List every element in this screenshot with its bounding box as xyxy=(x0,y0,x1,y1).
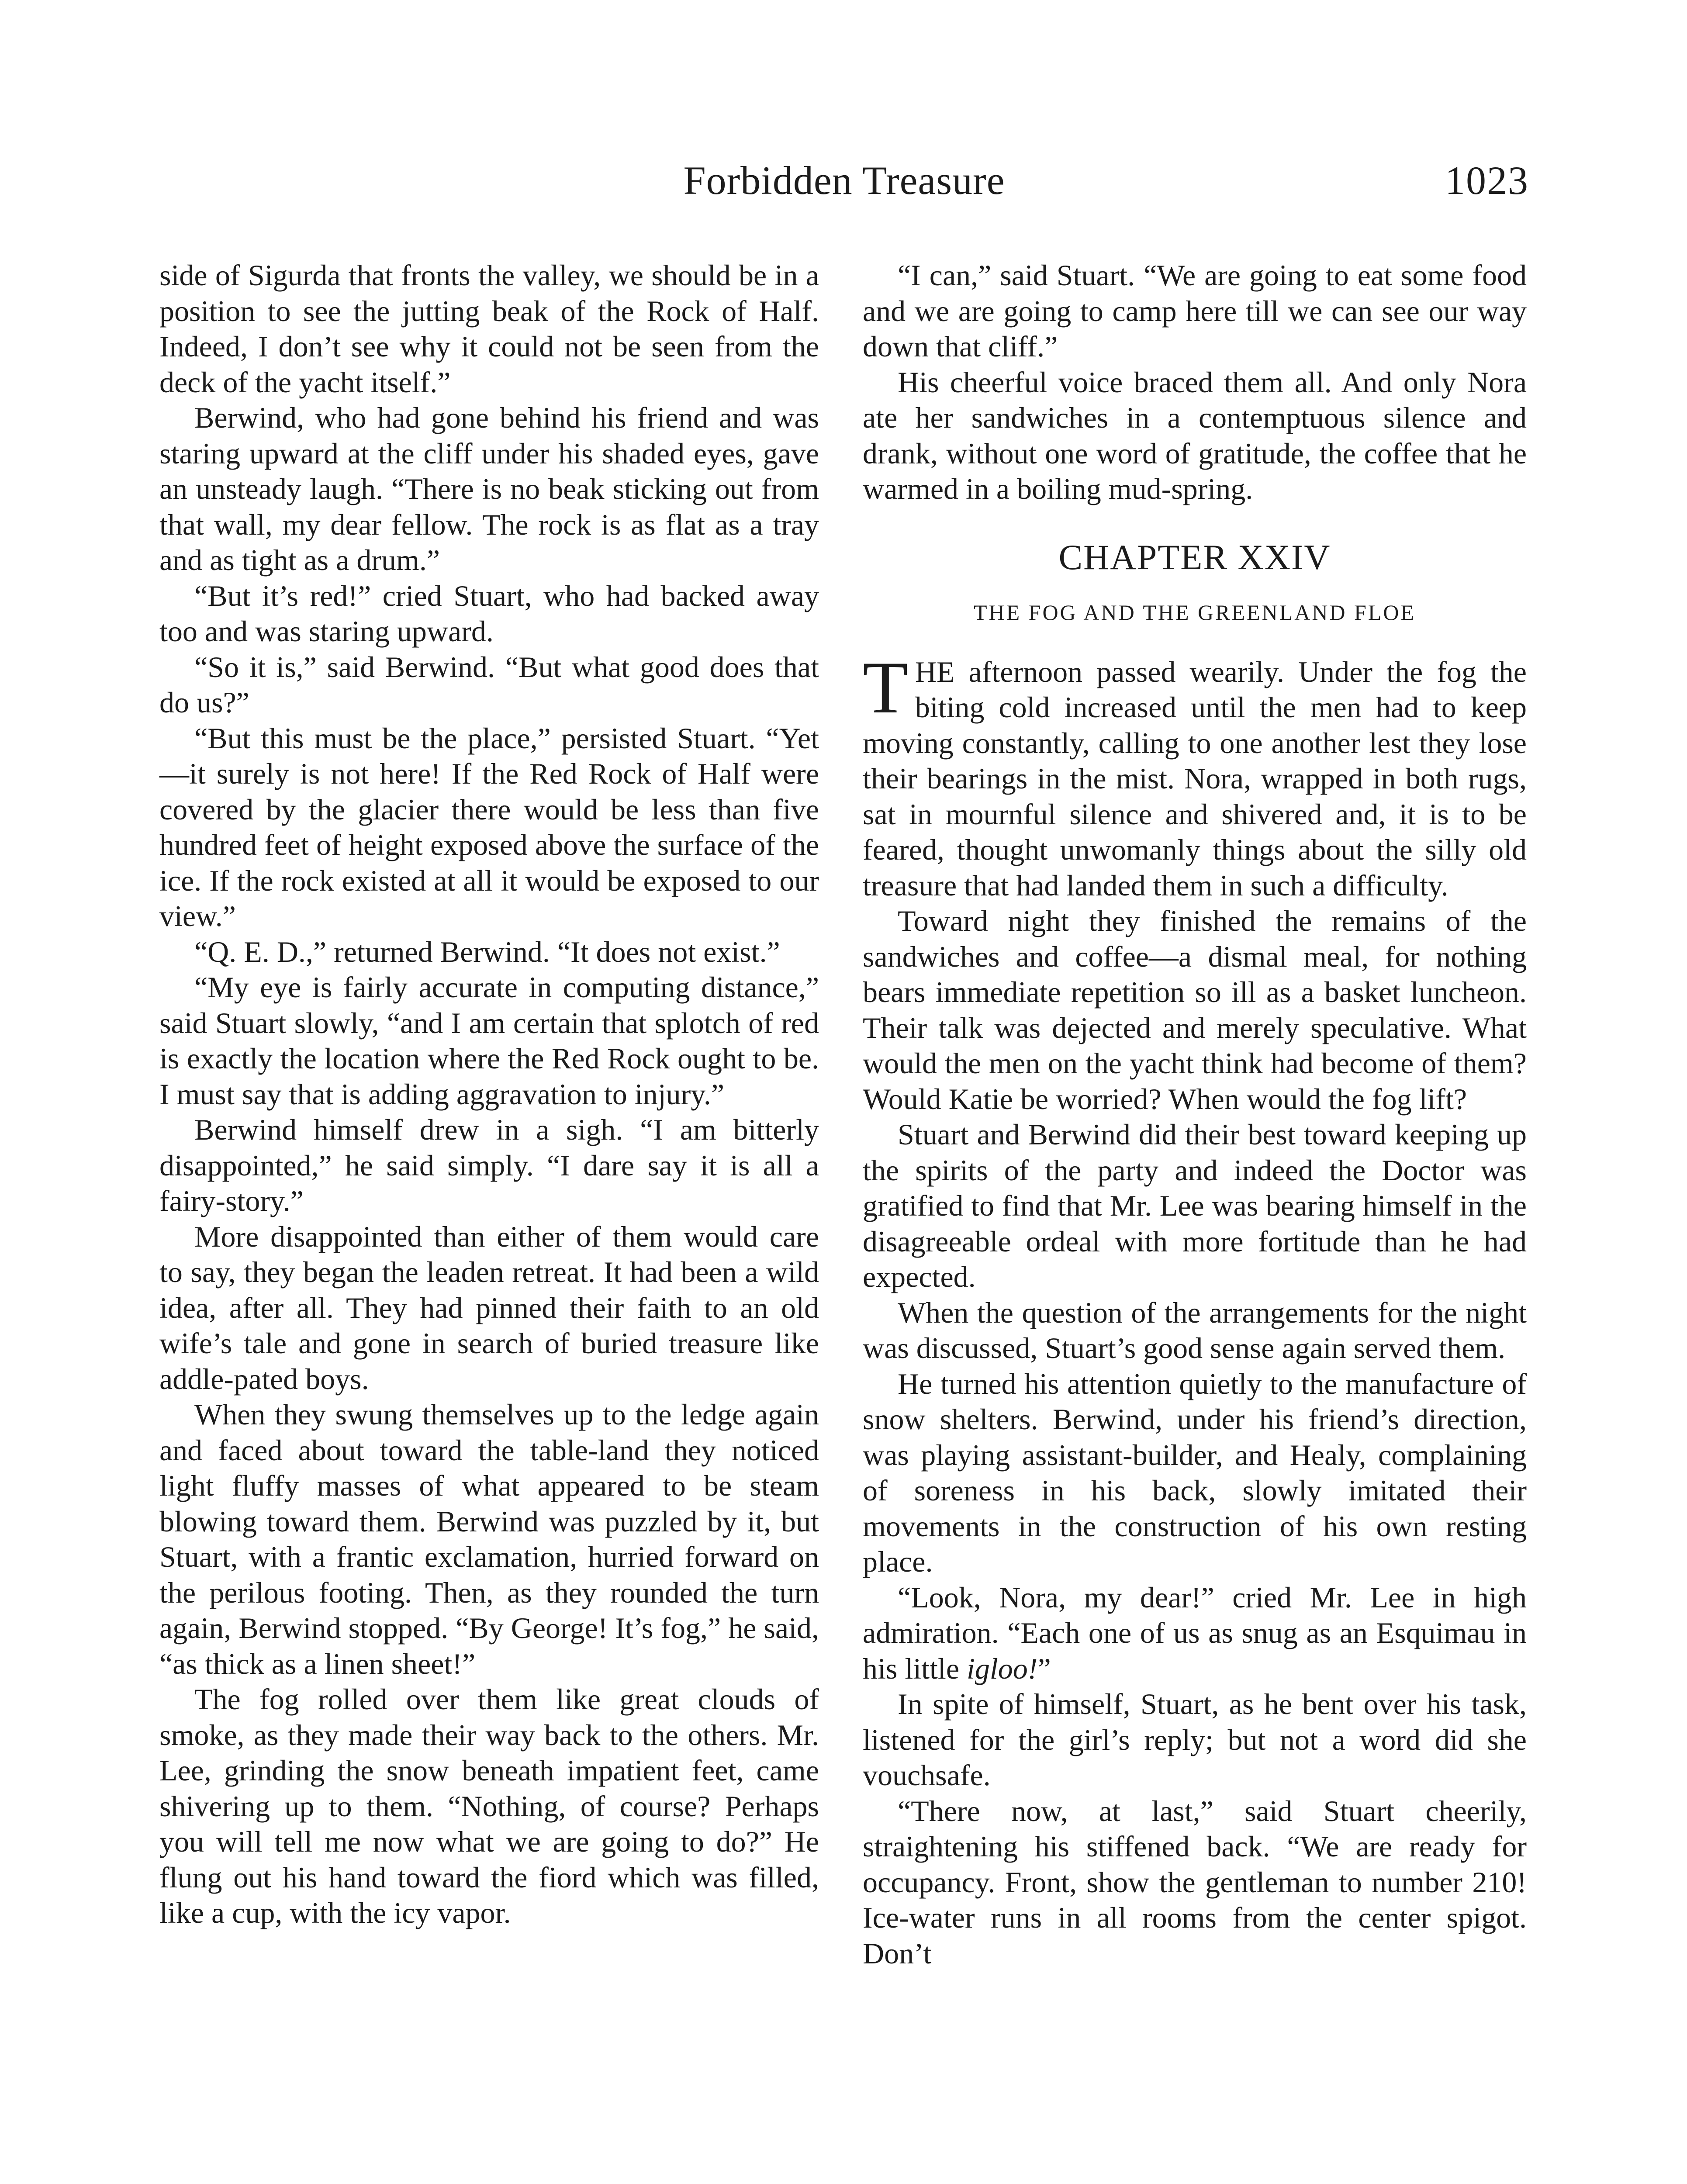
running-title: Forbidden Treasure xyxy=(683,158,1005,203)
paragraph: Berwind, who had gone behind his friend and was staring upward at the cliff under his shaded eyes, gave an unsteady laugh. “There is no beak sticking out from that wall, my dear fellow. The rock is as flat as a tray and as tight as a drum.” xyxy=(159,401,819,577)
paragraph: Toward night they finished the remains of the sandwiches and coffee—a dismal meal, for nothing bears immediate repetition so ill as a basket luncheon. Their talk was dejected and merely speculative. What would the men on the yacht think had become of them? Would Katie be worried? When would the fog lift? xyxy=(863,904,1527,1116)
paragraph: side of Sigurda that fronts the valley, we should be in a position to see the jutting beak of the Rock of Half. Indeed, I don’t see why it could not be seen from the deck of the yacht itself.” xyxy=(159,259,819,399)
paragraph: His cheerful voice braced them all. And only Nora ate her sandwiches in a contemptuous silence and drank, without one word of gratitude, the coffee that he warmed in a boiling mud-spring. xyxy=(863,365,1527,505)
paragraph: “But this must be the place,” persisted Stuart. “Yet—it surely is not here! If the Red Rock of Half were covered by the glacier there would be less than five hundred feet of height exposed above the surface of the ice. If the rock existed at all it would be exposed to our view.” xyxy=(159,721,819,933)
paragraph: “I can,” said Stuart. “We are going to eat some food and we are going to camp here till we can see our way down that cliff.” xyxy=(863,259,1527,363)
right-column xyxy=(863,258,1527,1971)
paragraph: When the question of the arrangements for the night was discussed, Stuart’s good sense again served them. xyxy=(863,1296,1527,1365)
paragraph: Stuart and Berwind did their best toward keeping up the spirits of the party and indeed the Doctor was gratified to find that Mr. Lee was bearing himself in the disagreeable ordeal with more fortitude than he had expected. xyxy=(863,1118,1527,1293)
paragraph: He turned his attention quietly to the manufacture of snow shelters. Berwind, under his friend’s direction, was playing assistant-builder, and Healy, complaining of soreness in his back, slowly imitated their movements in the construction of his own resting place. xyxy=(863,1367,1527,1578)
paragraph: In spite of himself, Stuart, as he bent over his task, listened for the girl’s reply; but not a word did she vouchsafe. xyxy=(863,1687,1527,1792)
paragraph: “But it’s red!” cried Stuart, who had backed away too and was staring upward. xyxy=(159,579,819,648)
paragraph: “There now, at last,” said Stuart cheerily, straightening his stiffened back. “We are ready for occupancy. Front, show the gentleman to number 210! Ice-water runs in all rooms from the center spigot. Don’t xyxy=(863,1794,1527,1970)
quote-end: ” xyxy=(1037,1652,1051,1685)
page-number: 1023 xyxy=(1445,158,1529,203)
paragraph: “Q. E. D.,” returned Berwind. “It does not exist.” xyxy=(194,935,780,968)
paragraph: When they swung themselves up to the ledge again and faced about toward the table-land they noticed light fluffy masses of what appeared to be steam blowing toward them. Berwind was puzzled by it, but Stuart, with a frantic exclamation, hurried forward on the perilous footing. Then, as they rounded the turn again, Berwind stopped. “By George! It’s fog,” he said, “as thick as a linen sheet!” xyxy=(159,1398,819,1680)
italic-word: igloo! xyxy=(967,1652,1038,1685)
paragraph: “So it is,” said Berwind. “But what good does that do us?” xyxy=(159,650,819,719)
chapter-subtitle: THE FOG AND THE GREENLAND FLOE xyxy=(973,600,1416,625)
opening-text: HE afternoon passed wearily. Under the fog the biting cold increased until the men had to keep moving constantly, calling to one another lest they lose their bearings in the mist. Nora, wrapped in both rugs, sat in mournful silence and shivered and, it is to be feared, thought unwomanly things about the silly old treasure that had landed them in such a difficulty. xyxy=(863,655,1527,902)
paragraph: More disappointed than either of them would care to say, they began the leaden retreat. It had been a wild idea, after all. They had pinned their faith to an old wife’s tale and gone in search of buried treasure like addle-pated boys. xyxy=(159,1220,819,1396)
paragraph: “My eye is fairly accurate in computing distance,” said Stuart slowly, “and I am certain that splotch of red is exactly the location where the Red Rock ought to be. I must say that is adding aggravation to injury.” xyxy=(159,971,819,1111)
chapter-opening-paragraph xyxy=(863,646,1527,904)
paragraph: Berwind himself drew in a sigh. “I am bitterly disappointed,” he said simply. “I dare say it is all a fairy-story.” xyxy=(159,1113,819,1217)
drop-cap: T xyxy=(863,646,908,729)
paragraph: The fog rolled over them like great clouds of smoke, as they made their way back to the others. Mr. Lee, grinding the snow beneath impatient feet, came shivering up to them. “Nothing, of course? Perhaps you will tell me now what we are going to do?” He flung out his hand toward the fiord which was filled, like a cup, with the icy vapor. xyxy=(159,1683,819,1929)
quote-text: “Look, Nora, my dear!” cried Mr. Lee in high admiration. “Each one of us as snug as an Esquimau in his little xyxy=(863,1580,1527,1685)
chapter-heading: CHAPTER XXIV xyxy=(1058,537,1331,577)
left-column xyxy=(159,258,819,1931)
paragraph xyxy=(863,1580,1527,1687)
page-header xyxy=(159,157,1529,227)
